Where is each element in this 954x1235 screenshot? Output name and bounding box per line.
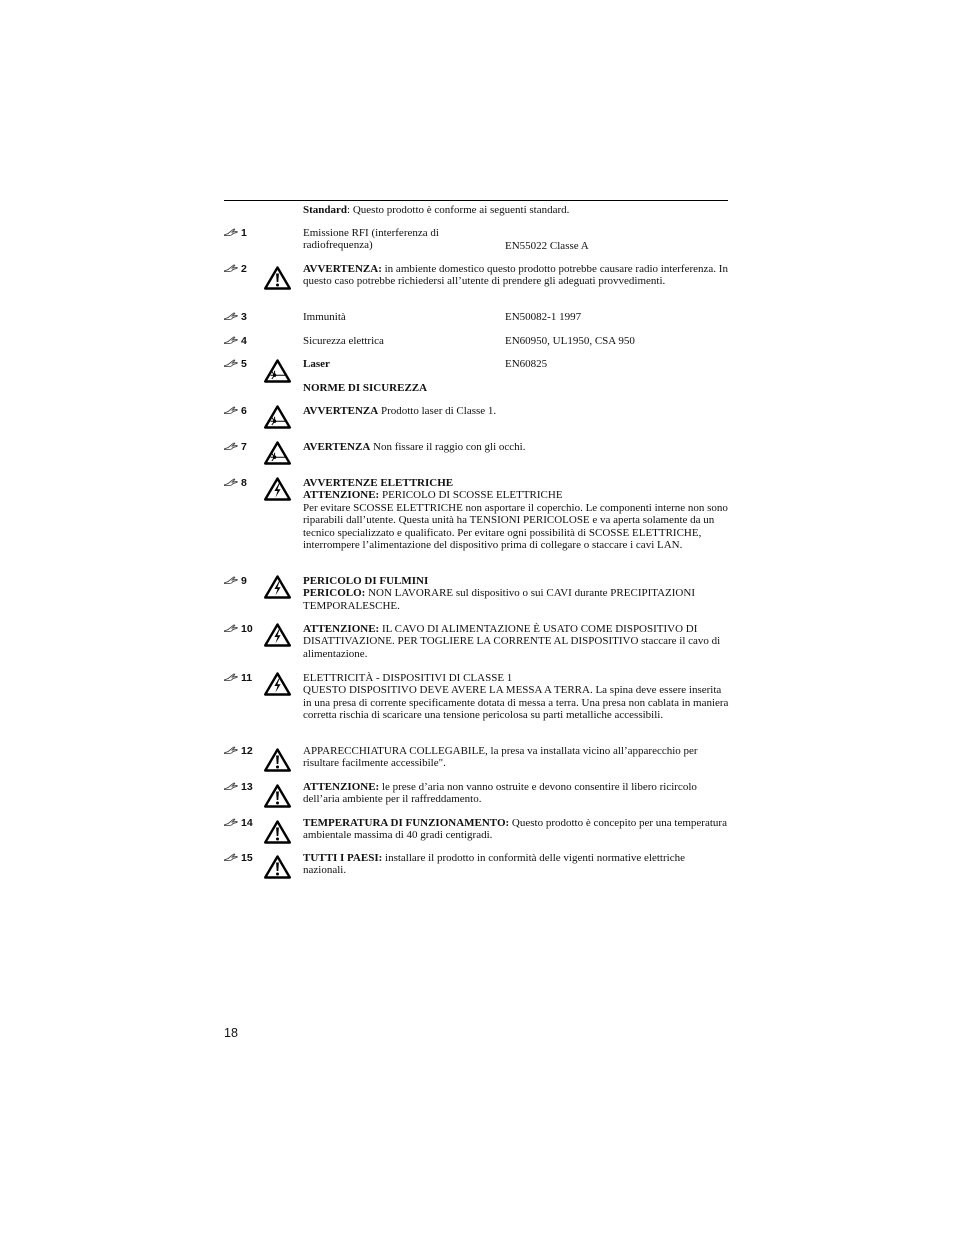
entry-value: EN55022 Classe A bbox=[505, 240, 589, 252]
safety-norms-heading: NORME DI SICUREZZA bbox=[303, 382, 428, 394]
entry-rest: le prese d’aria non vanno ostruite e devono consentire il libero ricircolo dell’aria ambiente per il raffreddamento. bbox=[303, 781, 697, 806]
entry-rest: NON LAVORARE sul dispositivo o sui CAVI durante PRECIPITAZIONI TEMPORALESCHE. bbox=[303, 587, 695, 612]
pointing-hand-icon bbox=[224, 264, 238, 272]
entry-number: 11 bbox=[241, 672, 253, 684]
entry-text: APPARECCHIATURA COLLEGABILE, la presa va installata vicino all’apparecchio per risultare facilmente accessibile". bbox=[303, 745, 698, 770]
pointing-hand-icon bbox=[224, 782, 238, 790]
pointing-hand-icon bbox=[224, 624, 238, 632]
entry-marker bbox=[224, 623, 258, 637]
entry-bold: TUTTI I PAESI: bbox=[303, 852, 383, 864]
entry-marker bbox=[224, 227, 258, 241]
entry-marker bbox=[224, 311, 258, 325]
entry-rest: Prodotto laser di Classe 1. bbox=[378, 405, 497, 417]
entry-text bbox=[303, 263, 729, 288]
entry-text bbox=[303, 852, 729, 877]
entry-value: EN60950, UL1950, CSA 950 bbox=[505, 335, 635, 347]
entry-rest: Questo prodotto è concepito per una temperatura ambientale massima di 40 gradi centigradi. bbox=[303, 817, 727, 842]
entry-marker bbox=[224, 263, 258, 277]
laser-warning-icon bbox=[264, 405, 291, 429]
entry-number: 8 bbox=[241, 477, 247, 489]
entry-rest: IL CAVO DI ALIMENTAZIONE È USATO COME DISPOSITIVO DI DISATTIVAZIONE. PER TOGLIERE LA CORRENTE AL DISPOSITIVO staccare il cavo di alimentazione. bbox=[303, 623, 721, 660]
entry-marker bbox=[224, 358, 258, 372]
entry-number: 12 bbox=[241, 745, 253, 757]
entry-text bbox=[303, 441, 729, 453]
warning-triangle-icon bbox=[264, 855, 291, 879]
intro-text bbox=[303, 204, 729, 216]
warning-triangle-icon bbox=[264, 820, 291, 844]
electrical-hazard-icon bbox=[264, 672, 291, 696]
entry-marker bbox=[224, 672, 258, 686]
pointing-hand-icon bbox=[224, 746, 238, 754]
entry-bold: ATTENZIONE: bbox=[303, 623, 380, 635]
entry-text bbox=[303, 575, 729, 612]
pointing-hand-icon bbox=[224, 673, 238, 681]
electrical-hazard-icon bbox=[264, 477, 291, 501]
entry-text bbox=[303, 405, 729, 417]
entry-rest: Non fissare il raggio con gli occhi. bbox=[370, 441, 526, 453]
intro-bold: Standard bbox=[303, 204, 348, 216]
entry-number: 2 bbox=[241, 263, 247, 275]
entry-marker bbox=[224, 477, 258, 491]
entry-bold: TEMPERATURA DI FUNZIONAMENTO: bbox=[303, 817, 510, 829]
pointing-hand-icon bbox=[224, 576, 238, 584]
warning-triangle-icon bbox=[264, 784, 291, 808]
entry-value: EN60825 bbox=[505, 358, 548, 370]
entry-heading: ELETTRICITÀ - DISPOSITIVI DI CLASSE 1 bbox=[303, 672, 513, 684]
entry-bold: ATTENZIONE: bbox=[303, 781, 380, 793]
entry-label: Emissione RFI (interferenza di radiofrequenza) bbox=[303, 227, 439, 252]
entry-number: 7 bbox=[241, 441, 247, 453]
warning-triangle-icon bbox=[264, 266, 291, 290]
laser-warning-icon bbox=[264, 441, 291, 465]
entry-text bbox=[303, 623, 729, 660]
entry-number: 5 bbox=[241, 358, 247, 370]
electrical-hazard-icon bbox=[264, 575, 291, 599]
pointing-hand-icon bbox=[224, 359, 238, 367]
entry-value: EN50082-1 1997 bbox=[505, 311, 582, 323]
entry-marker bbox=[224, 817, 258, 831]
laser-label: Laser bbox=[303, 358, 330, 370]
pointing-hand-icon bbox=[224, 228, 238, 236]
entry-heading: PERICOLO DI FULMINI bbox=[303, 575, 429, 587]
pointing-hand-icon bbox=[224, 818, 238, 826]
entry-bold: AVVERTENZA bbox=[303, 405, 379, 417]
entry-label bbox=[303, 358, 493, 370]
entry-bold: AVVERTENZA: bbox=[303, 263, 382, 275]
intro-rest: : Questo prodotto è conforme ai seguenti standard. bbox=[347, 204, 570, 216]
page-number: 18 bbox=[224, 1026, 238, 1040]
entry-text bbox=[303, 781, 729, 806]
entry-heading: AVVERTENZE ELETTRICHE bbox=[303, 477, 454, 489]
entry-number: 1 bbox=[241, 227, 247, 239]
entry-marker bbox=[224, 335, 258, 349]
section-heading bbox=[303, 382, 729, 394]
entry-number: 9 bbox=[241, 575, 247, 587]
entry-rest: in ambiente domestico questo prodotto potrebbe causare radio interferenza. In questo caso potrebbe richiedersi all’utente di prendere gli adeguati provvedimenti. bbox=[303, 263, 728, 288]
pointing-hand-icon bbox=[224, 853, 238, 861]
pointing-hand-icon bbox=[224, 478, 238, 486]
entry-marker bbox=[224, 441, 258, 455]
entry-rest: PERICOLO DI SCOSSE ELETTRICHE bbox=[379, 489, 563, 502]
entry-number: 4 bbox=[241, 335, 247, 347]
entry-number: 14 bbox=[241, 817, 253, 829]
entry-marker bbox=[224, 745, 258, 759]
pointing-hand-icon bbox=[224, 336, 238, 344]
entry-rest: installare il prodotto in conformità delle vigenti normative elettriche nazionali. bbox=[303, 852, 685, 877]
entry-bold: ATTENZIONE: bbox=[303, 489, 380, 502]
entry-text bbox=[303, 477, 729, 551]
entry-marker bbox=[224, 852, 258, 866]
entry-label: Sicurezza elettrica bbox=[303, 335, 384, 347]
entry-number: 13 bbox=[241, 781, 253, 793]
entry-bold: AVERTENZA bbox=[303, 441, 371, 453]
entry-text bbox=[303, 672, 729, 722]
entry-label: Immunità bbox=[303, 311, 346, 323]
entry-bold: PERICOLO: bbox=[303, 587, 366, 600]
pointing-hand-icon bbox=[224, 406, 238, 414]
top-rule bbox=[224, 200, 728, 201]
entry-marker bbox=[224, 781, 258, 795]
entry-body: Per evitare SCOSSE ELETTRICHE non asportare il coperchio. Le componenti interne non sono riparabili dall’utente. Questa unità ha TENSIONI PERICOLOSE e va aperta solamente da un tecnico specializzato e qualificato. Per evitare ogni possibilità di SCOSSE ELETTRICHE, interrompere l’alimentazione del dispositivo prima di collegare o staccare i cavi LAN. bbox=[303, 501, 728, 552]
pointing-hand-icon bbox=[224, 442, 238, 450]
entry-body: QUESTO DISPOSITIVO DEVE AVERE LA MESSA A TERRA. La spina deve essere inserita in una presa di corrente specificamente dotata di messa a terra. Una presa non cablata in maniera corretta rischia di scaricare una tensione pericolosa su parti metalliche accessibili. bbox=[303, 684, 729, 722]
entry-text bbox=[303, 817, 729, 842]
entry-number: 15 bbox=[241, 852, 253, 864]
entry-marker bbox=[224, 575, 258, 589]
entry-number: 6 bbox=[241, 405, 247, 417]
entry-number: 3 bbox=[241, 311, 247, 323]
pointing-hand-icon bbox=[224, 312, 238, 320]
entry-number: 10 bbox=[241, 623, 253, 635]
electrical-hazard-icon bbox=[264, 623, 291, 647]
warning-triangle-icon bbox=[264, 748, 291, 772]
entry-marker bbox=[224, 405, 258, 419]
laser-warning-icon bbox=[264, 359, 291, 383]
